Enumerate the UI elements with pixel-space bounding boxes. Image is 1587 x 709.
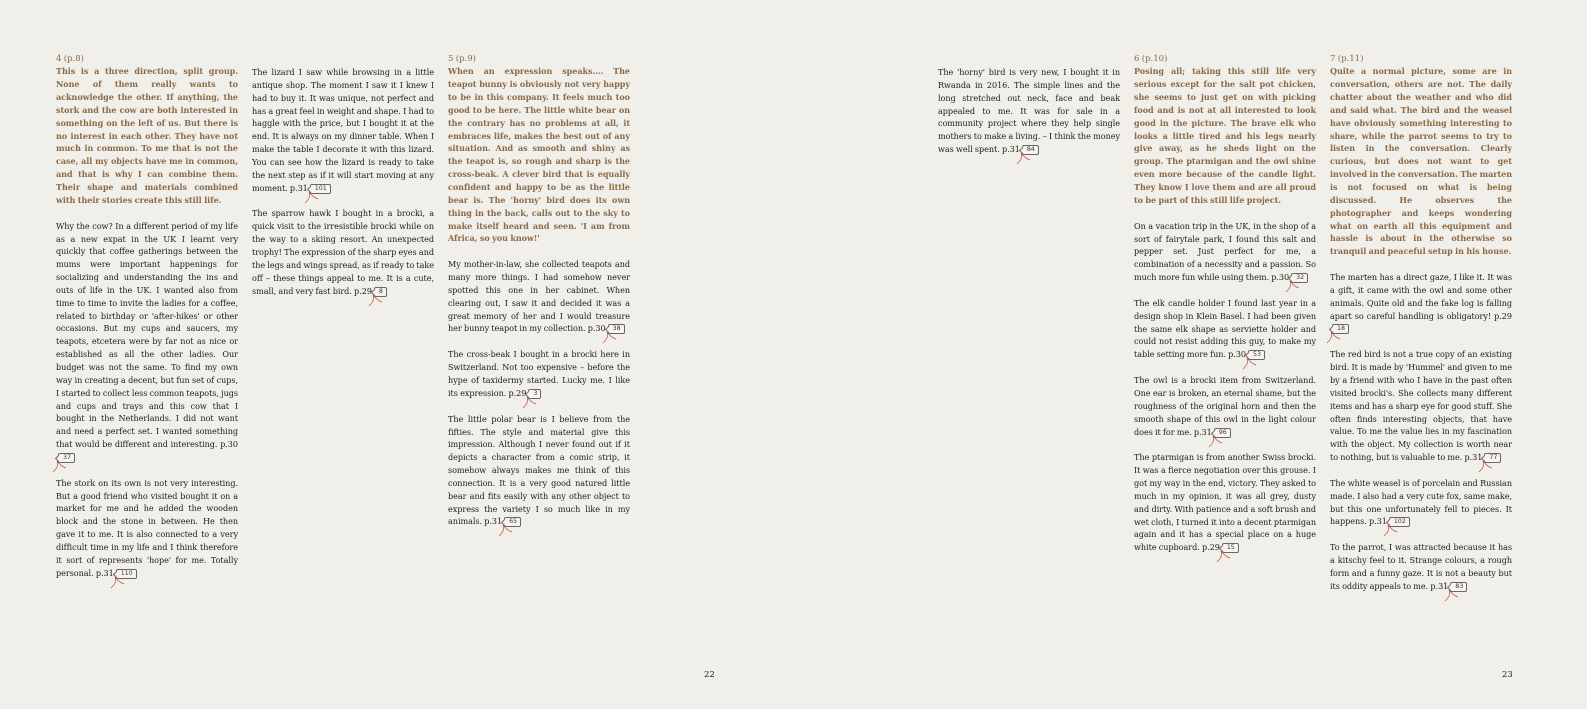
paragraph: The ptarmigan is from another Swiss brocki. It was a fierce negotiation over this grouse. I got my way in the end, victory. They asked to much in my opinion, it was all grey, dusty and dirty. With patience and a soft brush and wet cloth, I turned it into a decent ptarmigan again and it has a special place on a huge white cupboard. p.29 15: [1134, 451, 1316, 554]
paragraph: To the parrot, I was attracted because it has a kitschy feel to it. Strange colours, a rough form and a funny gaze. It is not a beauty but its oddity appeals to me. p.31 83: [1330, 541, 1512, 592]
thread-icon: [1479, 461, 1493, 473]
thread-icon: [603, 332, 617, 344]
intro-paragraph: This is a three direction, split group. None of them really wants to acknowledge the other. If anything, the stork and the cow are both interested in something on the left of us. But there is no interest in each other. They have not much in common. To me that is not the case, all my objects have me in common, and that is why I can combine them. Their shape and materials combined with their stories create this still life.: [56, 66, 238, 205]
paragraph: The elk candle holder I found last year in a design shop in Klein Basel. I had been given the same elk shape as serviette holder and could not resist adding this guy, to make my table setting more fun. p.30 53: [1134, 297, 1316, 361]
page-tag: 38: [608, 324, 625, 334]
paragraph: On a vacation trip in the UK, in the shop of a sort of fairytale park, I found this salt and pepper set. Just perfect for me, a combination of a necessity and a passion. So much more fun while using them. p.30 32: [1134, 220, 1316, 284]
page-number-left: 22: [704, 670, 715, 680]
paragraph: The sparrow hawk I bought in a brocki, a quick visit to the irresistible brocki while on the way to a skiing resort. An unexpected trophy! The expression of the sharp eyes and the legs and wings spread, as if ready to take off – these things appeal to me. It is a cute, small, and very fast bird. p.29 8: [252, 207, 434, 297]
page-tag: 53: [1248, 350, 1265, 360]
intro-paragraph: When an expression speaks…. The teapot bunny is obviously not very happy to be in this company. It feels much too good to be here. The little white bear on the contrary has no problems at all, it embraces life, makes the best out of any situation. And as smooth and shiny as the teapot is, so rough and sharp is the cross-beak. A clever bird that is equally confident and happy to be as the little bear is. The 'horny' bird does its own thing in the back, calls out to the sky to make itself heard and seen. 'I am from Africa, so you know!': [448, 66, 630, 244]
page-tag: 65: [504, 517, 521, 527]
thread-icon: [1217, 551, 1231, 563]
column-1: [56, 53, 238, 592]
paragraph: The owl is a brocki item from Switzerland. One ear is broken, an eternal shame, but the roughness of the original horn and then the smooth shape of this owl in the light colour does it for me. p.31 96: [1134, 374, 1316, 438]
page-tag: 84: [1022, 145, 1039, 155]
intro-paragraph: Posing all; taking this still life very serious except for the salt pot chicken, she seems to just get on with picking food and is not at all interested to look good in the picture. The brave elk who looks a little tired and his legs nearly give away, as he sheds light on the group. The ptarmigan and the owl shine even more because of the candle light. They know I love them and are all proud to be part of this still life project.: [1134, 66, 1316, 205]
paragraph: The 'horny' bird is very new, I bought it in Rwanda in 2016. The simple lines and the long stretched out neck, face and beak appealed to me. It was for sale in a community project where they help single mothers to make a living. – I think the money was well spent. p.31 84: [938, 66, 1120, 156]
column-6: [1330, 53, 1512, 606]
paragraph: The lizard I saw while browsing in a little antique shop. The moment I saw it I knew I had to buy it. It was unique, not perfect and has a great feel in weight and shape. I had to haggle with the price, but I bought it at the end. It is always on my dinner table. When I make the table I decorate it with this lizard. You can see how the lizard is ready to take the next step as if it will start moving at any moment. p.31 101: [252, 66, 434, 194]
thread-icon: [111, 577, 125, 589]
section-heading: 6 (p.10): [1134, 54, 1168, 64]
thread-icon: [499, 525, 513, 537]
thread-icon: [1243, 358, 1257, 370]
section-heading: 7 (p.11): [1330, 54, 1364, 64]
paragraph: The red bird is not a true copy of an existing bird. It is made by 'Hummel' and given to me by a friend with who I have in the past often visited brocki's. She collects many different items and has a sharp eye for good stuff. She often finds interesting objects, that have value. To me the value lies in my fascination with the object. My collection is worth near to nothing, but is valuable to me. p.31 77: [1330, 348, 1512, 464]
section-heading: 4 (p.8): [56, 54, 84, 64]
thread-icon: [1017, 153, 1031, 165]
page-tag: 102: [1389, 517, 1410, 527]
thread-icon: [1286, 281, 1300, 293]
thread-icon: [369, 295, 383, 307]
column-2: [252, 66, 434, 310]
page-tag: 96: [1214, 428, 1231, 438]
page-tag: 32: [1291, 273, 1308, 283]
paragraph: The marten has a direct gaze, I like it. It was a gift, it came with the owl and some other animals. Quite old and the fake log is falling apart so careful handling is obligatory! p.2918: [1330, 271, 1512, 335]
paragraph: The little polar bear is I believe from the fifties. The style and material give this impression. Although I never found out if it depicts a character from a comic strip, it somehow always makes me think of this connection. It is a very good natured little bear and fits easily with any other object to express the variety I so much like in my animals. p.31 65: [448, 413, 630, 529]
paragraph: My mother-in-law, she collected teapots and many more things. I had somehow never spotted this one in her cabinet. When clearing out, I saw it and decided it was a great memory of her and I would treasure her bunny teapot in my collection. p.30 38: [448, 258, 630, 335]
thread-icon: [523, 397, 537, 409]
page-tag: 101: [310, 184, 331, 194]
thread-icon: [1209, 436, 1223, 448]
column-4: [938, 66, 1120, 169]
page-tag: 37: [58, 453, 75, 463]
intro-paragraph: Quite a normal picture, some are in conversation, others are not. The daily chatter about the weather and who did and said what. The bird and the weasel have obviously something interesting to share, while the parrot seems to try to listen in the conversation. Clearly curious, but does not want to get involved in the conversation. The marten is not focused on what is being discussed. He observes the photographer and keeps wondering what on earth all this equipment and hassle is about in the otherwise so tranquil and peaceful setup in his house.: [1330, 66, 1512, 257]
page-number-right: 23: [1502, 670, 1513, 680]
page-tag: 18: [1332, 324, 1349, 334]
paragraph: The cross-beak I bought in a brocki here in Switzerland. Not too expensive – before the hype of taxidermy started. Lucky me. I like its expression. p.29 3: [448, 348, 630, 399]
paragraph: The white weasel is of porcelain and Russian made. I also had a very cute fox, same make, but this one unfortunately fell to pieces. It happens. p.31 102: [1330, 477, 1512, 528]
thread-icon: [1445, 590, 1459, 602]
thread-icon: [305, 192, 319, 204]
column-3: [448, 53, 630, 541]
thread-icon: [1384, 525, 1398, 537]
page-tag: 83: [1450, 582, 1467, 592]
column-5: [1134, 53, 1316, 567]
paragraph: The stork on its own is not very interesting. But a good friend who visited bought it on a market for me and he added the wooden block and the stone in between. He then gave it to me. It is also connected to a very difficult time in my life and I think therefore it sort of represents 'hope' for me. Totally personal. p.31 110: [56, 477, 238, 580]
page-tag: 3: [528, 389, 541, 399]
page-tag: 15: [1222, 543, 1239, 553]
paragraph: Why the cow? In a different period of my life as a new expat in the UK I learnt very quickly that coffee gatherings between the mums were important happenings for socializing and understanding the ins and outs of life in the UK. I wanted also from time to time to invite the ladies for a coffee, related to birthday or 'after-hikes' or other occasions. But my cups and saucers, my teapots, etcetera were by far not as nice or established as all the other ladies. Our budget was not the same. To find my own way in creating a decent, but fun set of cups, I started to collect less common teapots, jugs and cups and trays and this cow that I bought in the Netherlands. I did not want and need a perfect set. I wanted something that would be different and interesting. p.3037: [56, 220, 238, 464]
section-heading: 5 (p.9): [448, 54, 476, 64]
thread-icon: [53, 461, 67, 473]
page-tag: 8: [374, 287, 387, 297]
page-tag: 110: [116, 569, 137, 579]
thread-icon: [1327, 332, 1341, 344]
page-tag: 77: [1484, 453, 1501, 463]
